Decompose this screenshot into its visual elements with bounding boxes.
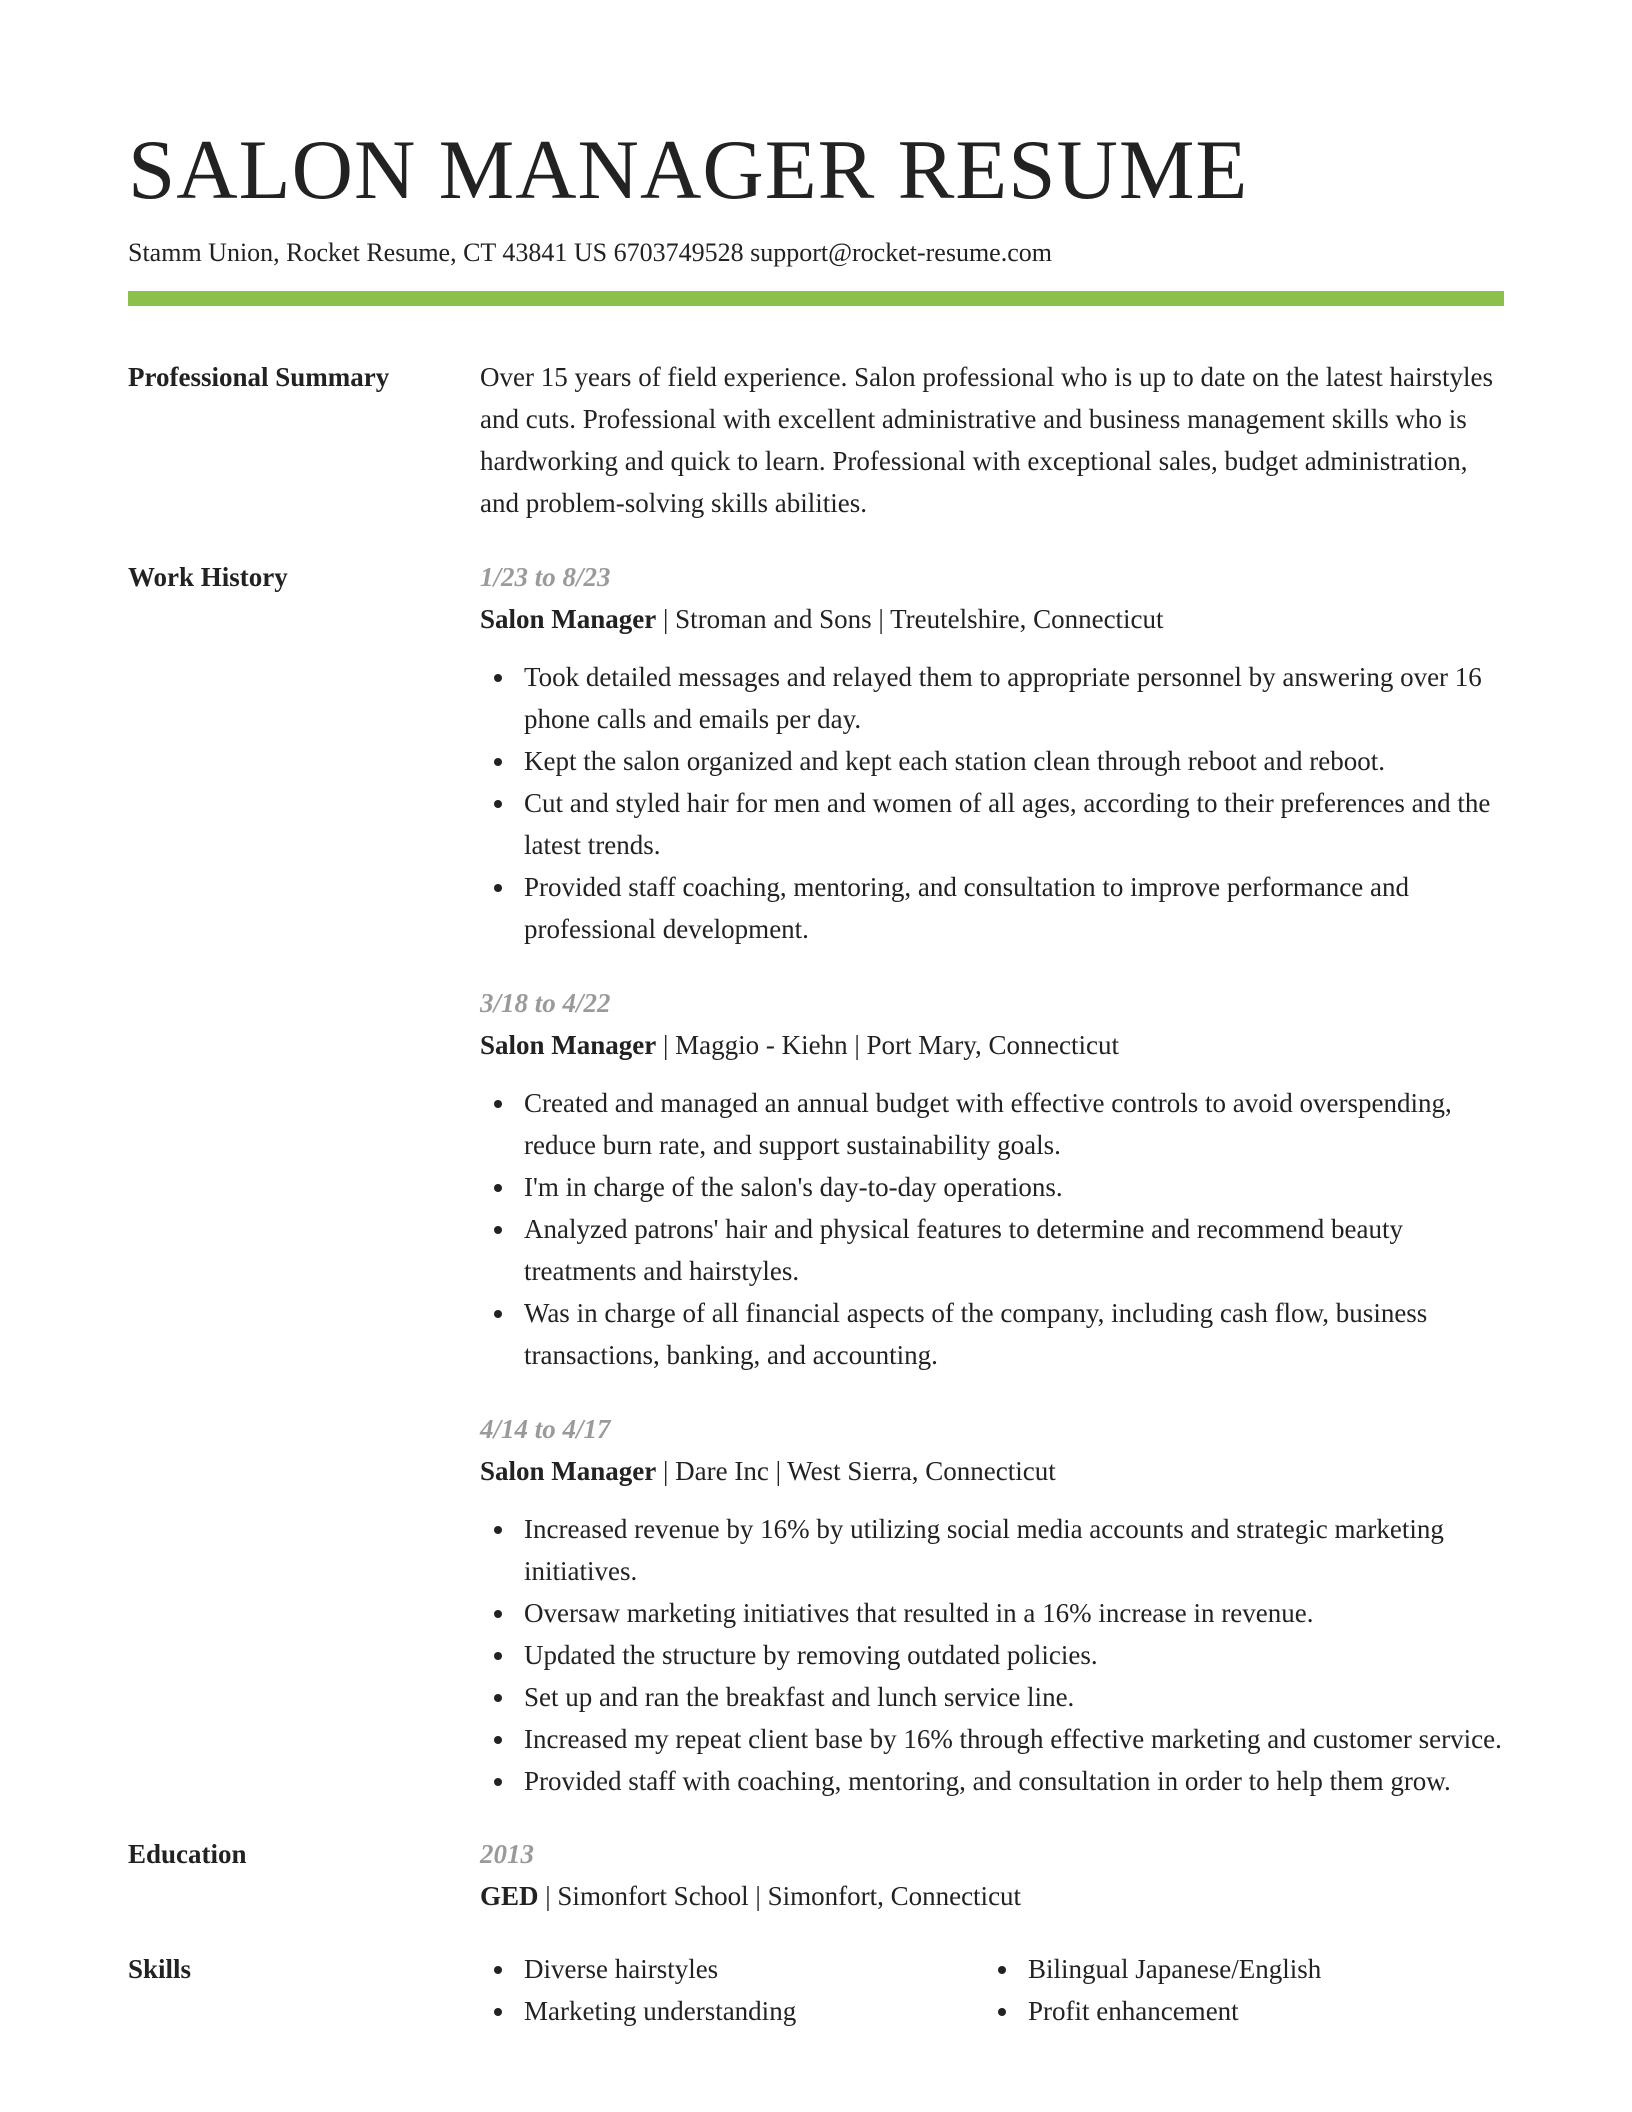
skill-item: Diverse hairstyles [480, 1948, 984, 1990]
job-entry [480, 982, 1504, 1376]
job-bullets [480, 656, 1504, 950]
job-bullet: Analyzed patrons' hair and physical features to determine and recommend beauty treatments and hairstyles. [480, 1208, 1504, 1292]
summary-text: Over 15 years of field experience. Salon professional who is up to date on the latest hairstyles and cuts. Professional with excellent administrative and business management skills who is hardworking and quick to learn. Professional with exceptional sales, budget administration, and problem-solving skills abilities. [480, 362, 1493, 518]
job-date: 3/18 to 4/22 [480, 988, 611, 1018]
job-details: | Dare Inc | West Sierra, Connecticut [656, 1456, 1056, 1486]
education-section [128, 1833, 1504, 1917]
skills-column-right [984, 1948, 1488, 2032]
work-history-list [480, 556, 1504, 1802]
summary-section [128, 356, 1504, 524]
job-role: Salon Manager [480, 604, 657, 634]
summary-label: Professional Summary [128, 362, 390, 392]
job-bullet: Updated the structure by removing outdated policies. [480, 1634, 1504, 1676]
skill-item: Marketing understanding [480, 1990, 984, 2032]
education-details: | Simonfort School | Simonfort, Connecticut [538, 1881, 1022, 1911]
job-bullet: Increased revenue by 16% by utilizing social media accounts and strategic marketing initiatives. [480, 1508, 1504, 1592]
job-bullet: Increased my repeat client base by 16% through effective marketing and customer service. [480, 1718, 1504, 1760]
skills-column-left [480, 1948, 984, 2032]
job-bullet: Cut and styled hair for men and women of all ages, according to their preferences and the latest trends. [480, 782, 1504, 866]
education-date: 2013 [480, 1839, 534, 1869]
skills-label: Skills [128, 1954, 192, 1984]
job-role: Salon Manager [480, 1030, 657, 1060]
job-bullet: Took detailed messages and relayed them to appropriate personnel by answering over 16 phone calls and emails per day. [480, 656, 1504, 740]
job-bullets [480, 1508, 1504, 1802]
job-details: | Maggio - Kiehn | Port Mary, Connecticut [656, 1030, 1119, 1060]
job-bullet: Created and managed an annual budget with effective controls to avoid overspending, reduce burn rate, and support sustainability goals. [480, 1082, 1504, 1166]
job-heading [480, 1024, 1504, 1066]
job-date: 4/14 to 4/17 [480, 1414, 611, 1444]
job-bullet: Was in charge of all financial aspects of the company, including cash flow, business transactions, banking, and accounting. [480, 1292, 1504, 1376]
job-role: Salon Manager [480, 1456, 657, 1486]
header-divider [128, 291, 1504, 306]
job-entry [480, 556, 1504, 950]
contact-line: Stamm Union, Rocket Resume, CT 43841 US 6703749528 support@rocket-resume.com [128, 238, 1052, 267]
skills-section [128, 1948, 1504, 2032]
skill-item: Bilingual Japanese/English [984, 1948, 1488, 1990]
skill-item: Profit enhancement [984, 1990, 1488, 2032]
job-bullet: Oversaw marketing initiatives that resulted in a 16% increase in revenue. [480, 1592, 1504, 1634]
job-details: | Stroman and Sons | Treutelshire, Connecticut [656, 604, 1164, 634]
resume-page [128, 118, 1504, 2032]
education-body [480, 1833, 1504, 1917]
work-history-label: Work History [128, 562, 288, 592]
job-bullet: Provided staff with coaching, mentoring, and consultation in order to help them grow. [480, 1760, 1504, 1802]
job-bullet: Provided staff coaching, mentoring, and consultation to improve performance and professional development. [480, 866, 1504, 950]
job-bullet: Kept the salon organized and kept each station clean through reboot and reboot. [480, 740, 1504, 782]
work-history-section [128, 556, 1504, 1802]
job-heading [480, 598, 1504, 640]
education-label: Education [128, 1839, 247, 1869]
job-bullet: Set up and ran the breakfast and lunch service line. [480, 1676, 1504, 1718]
job-date: 1/23 to 8/23 [480, 562, 611, 592]
job-bullet: I'm in charge of the salon's day-to-day operations. [480, 1166, 1504, 1208]
skills-grid [480, 1948, 1504, 2032]
education-degree: GED [480, 1881, 539, 1911]
job-entry [480, 1408, 1504, 1802]
job-heading [480, 1450, 1504, 1492]
job-bullets [480, 1082, 1504, 1376]
resume-title: SALON MANAGER RESUME [128, 123, 1249, 217]
education-heading [480, 1875, 1504, 1917]
